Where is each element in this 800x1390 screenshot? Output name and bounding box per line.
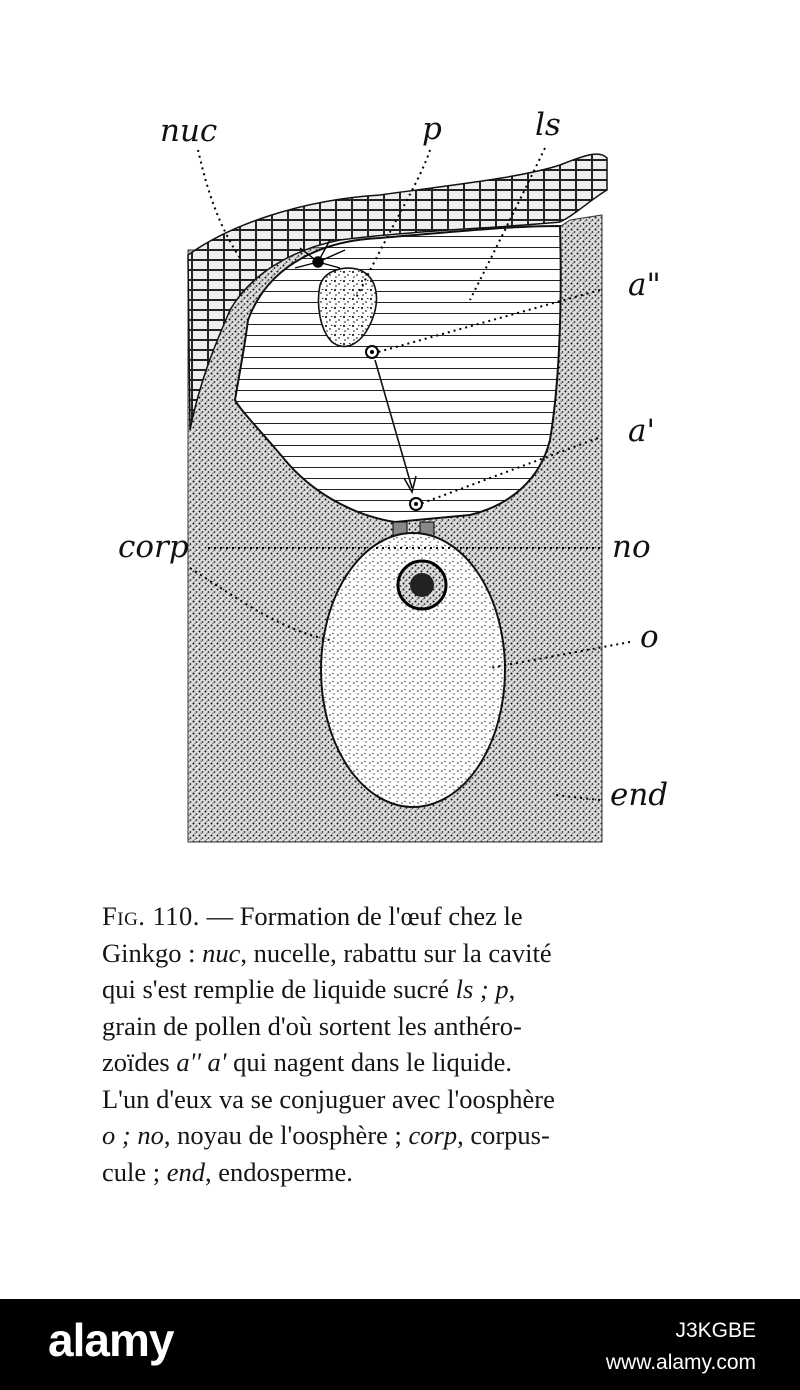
label-p: p — [422, 111, 442, 147]
caption-text: grain de pollen d'où sortent les anthéro- — [102, 1010, 522, 1041]
image-id: J3KGBE — [675, 1319, 756, 1342]
caption-term: corp — [408, 1120, 458, 1150]
label-a-single: a' — [628, 413, 656, 449]
caption-text: , nucelle, rabattu sur la cavité — [240, 937, 552, 968]
caption-term: a'' a' — [176, 1047, 227, 1077]
caption-text: , endosperme. — [205, 1156, 353, 1187]
caption-term: o ; no — [102, 1120, 164, 1150]
caption-text: Ginkgo : — [102, 937, 203, 968]
label-o: o — [640, 619, 659, 655]
label-no: no — [612, 529, 651, 565]
caption-term: end — [166, 1156, 206, 1187]
caption-text: — Formation de l'œuf chez le — [199, 901, 523, 931]
antherozoid-upper — [366, 346, 378, 358]
caption-text: qui s'est remplie de liquide sucré — [102, 974, 456, 1004]
caption-text: cule ; — [102, 1156, 167, 1187]
caption-text: , noyau de l'oosphère ; — [163, 1120, 409, 1150]
label-ls: ls — [535, 107, 561, 143]
label-end: end — [610, 777, 669, 813]
caption-text: zoïdes — [102, 1047, 177, 1077]
caption-text: qui nagent dans le liquide. — [226, 1047, 513, 1077]
label-a-double: a" — [628, 267, 661, 303]
caption-text: L'un d'eux va se conjuguer avec l'oosphère — [102, 1083, 555, 1114]
stock-footer-bar — [0, 1299, 800, 1390]
label-nuc: nuc — [160, 113, 218, 149]
site-url[interactable]: www.alamy.com — [605, 1351, 756, 1374]
figure-caption — [102, 898, 702, 1190]
antherozoid-lower — [410, 498, 422, 510]
caption-text: , — [508, 974, 516, 1004]
caption-term: ls ; p — [455, 974, 509, 1004]
caption-term: nuc — [202, 937, 241, 968]
label-corp: corp — [118, 529, 189, 565]
figure-number: Fig. 110. — [102, 901, 200, 931]
caption-text: , corpus- — [457, 1120, 550, 1150]
brand-logo[interactable]: alamy — [48, 1314, 174, 1366]
